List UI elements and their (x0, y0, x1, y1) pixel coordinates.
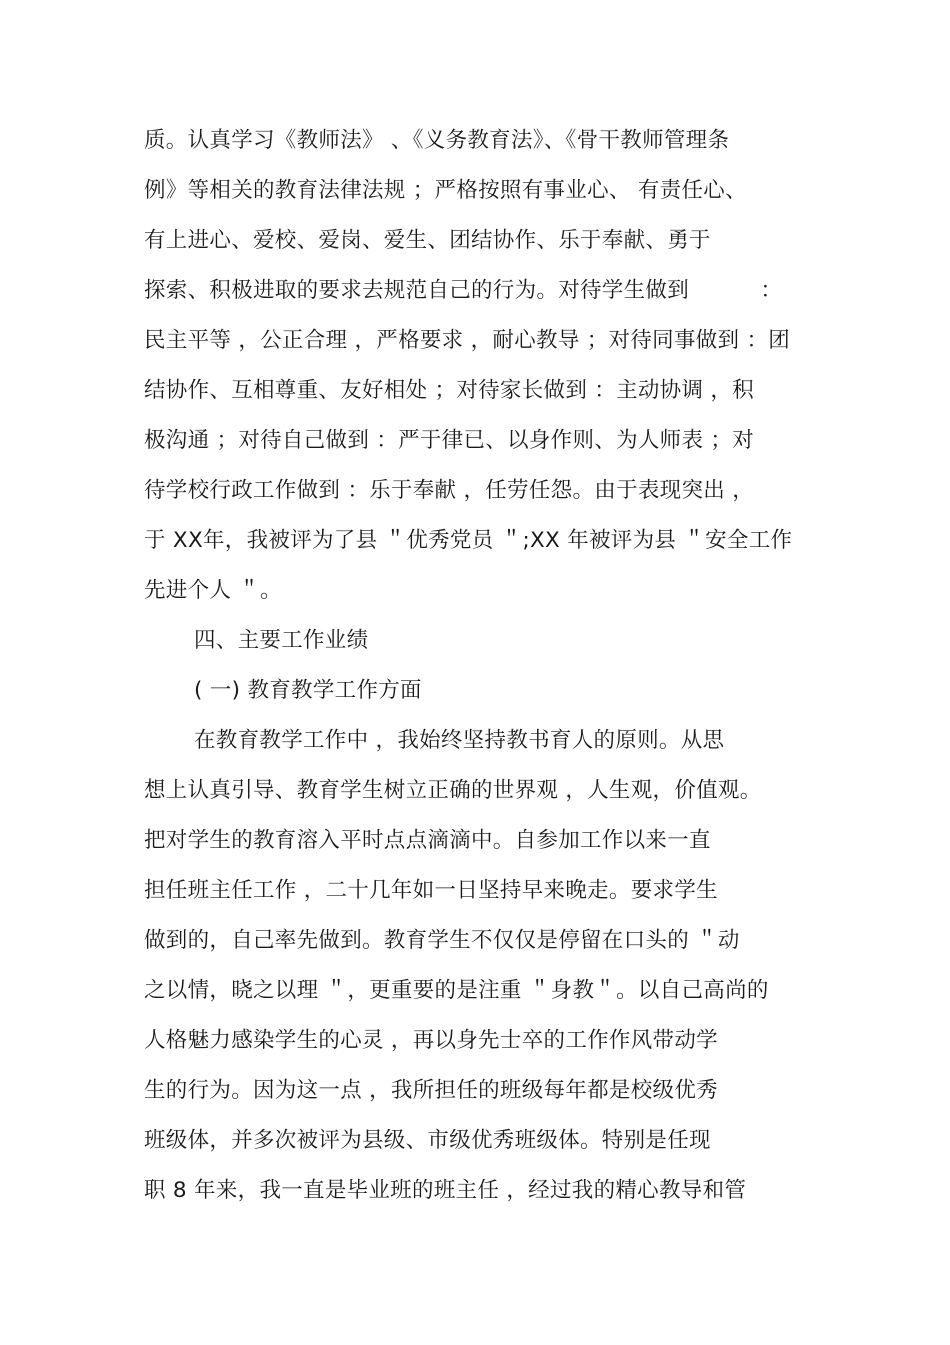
text-line: 民主平等 ，公正合理 ，严格要求 ，耐心教导 ；对待同事做到 ：团 (144, 328, 791, 353)
text-line: 结协作、互相尊重、友好相处 ；对待家长做到 ：主动协调 ，积 (144, 378, 755, 403)
text-line: 班级体，并多次被评为县级、市级优秀班级体。特别是任现 (144, 1128, 711, 1153)
text-line: 职 8 年来，我一直是毕业班的班主任 ，经过我的精心教导和管 (144, 1178, 747, 1203)
text-line: 之以情，晓之以理 ＂，更重要的是注重 ＂身教＂。以自己高尚的 (144, 978, 769, 1003)
text-line: 有上进心、爱校、爱岗、爱生、团结协作、乐于奉献、勇于 (144, 228, 711, 253)
text-line: 人格魅力感染学生的心灵 ，再以身先士卒的工作作风带动学 (144, 1028, 718, 1053)
section-heading: 四、主要工作业绩 (194, 628, 369, 653)
text-line: 想上认真引导、教育学生树立正确的世界观 ，人生观，价值观。 (144, 778, 762, 803)
text-line: 待学校行政工作做到 ：乐于奉献 ，任劳任怨。由于表现突出 ， (144, 478, 755, 503)
text-line: 例》等相关的教育法律法规 ；严格按照有事业心、 有责任心、 (144, 178, 747, 203)
text-line: 于 XX年，我被评为了县 ＂优秀党员 ＂;XX 年被评为县 ＂安全工作 (144, 528, 793, 553)
text-line: 在教育教学工作中 ，我始终坚持教书育人的原则。从思 (194, 728, 725, 753)
text-line: 极沟通 ；对待自己做到 ：严于律已、以身作则、为人师表 ；对 (144, 428, 755, 453)
subsection-heading: ( 一) 教育教学工作方面 (194, 678, 422, 703)
text-line: 先进个人 ＂。 (144, 578, 282, 603)
text-line: 质。认真学习《教师法》 、《义务教育法》、《骨干教师管理条 (144, 128, 730, 153)
text-line: 探索、积极进取的要求去规范自己的行为。对待学生做到 ： (144, 278, 783, 303)
text-line: 做到的，自己率先做到。教育学生不仅仅是停留在口头的 ＂动 (144, 928, 740, 953)
text-line: 生的行为。因为这一点 ，我所担任的班级每年都是校级优秀 (144, 1078, 718, 1103)
text-line: 担任班主任工作 ，二十几年如一日坚持早来晚走。要求学生 (144, 878, 718, 903)
text-line: 把对学生的教育溶入平时点点滴滴中。自参加工作以来一直 (144, 828, 711, 853)
